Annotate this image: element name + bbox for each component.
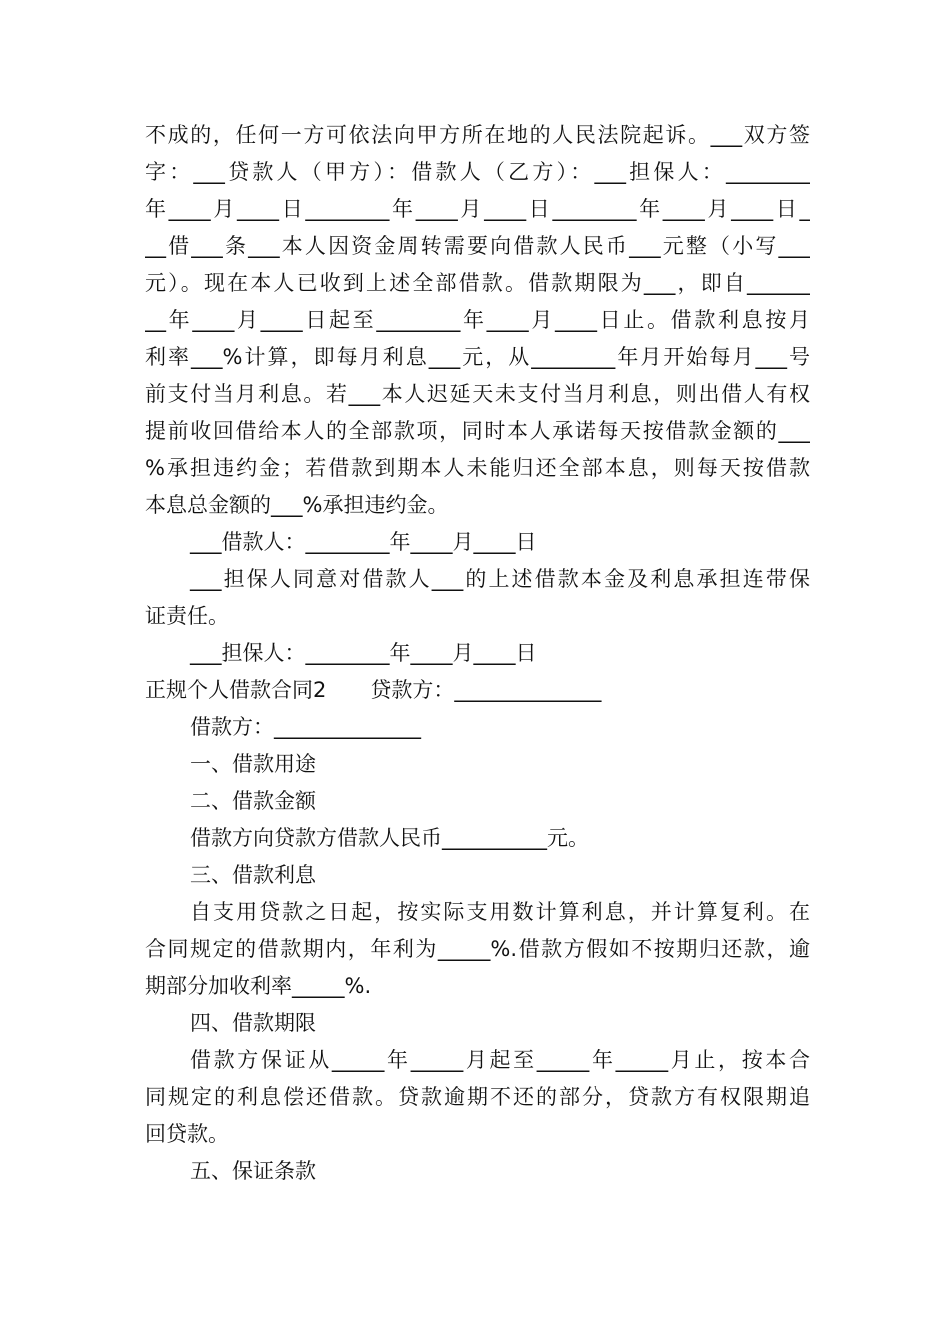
borrower-field: 借款方：______________ — [190, 715, 421, 739]
text-line: 期部分加收利率_____%. — [145, 974, 372, 998]
document-body — [145, 117, 810, 1190]
text-line: 不成的，任何一方可依法向甲方所在地的人民法院起诉。___双方签 — [145, 123, 810, 147]
text-line: 证责任。 — [145, 604, 229, 628]
text-line: 年____月____日________年____月____日________年____月____日_ — [145, 197, 810, 221]
heading-term: 四、借款期限 — [190, 1011, 316, 1035]
text-line: 本息总金额的___%承担违约金。 — [145, 493, 449, 517]
text-line: 借款方保证从_____年_____月起至_____年_____月止，按本合 — [190, 1048, 810, 1072]
text-line: __借___条___本人因资金周转需要向借款人民币___元整（小写___ — [145, 234, 810, 258]
text-line: 元）。现在本人已收到上述全部借款。借款期限为___，即自______ — [145, 271, 810, 295]
section-title-line — [145, 672, 810, 709]
heading-amount: 二、借款金额 — [190, 789, 316, 813]
text-line: 利率___%计算，即每月利息___元，从________年月开始每月___号 — [145, 345, 810, 369]
heading-purpose: 一、借款用途 — [190, 752, 316, 776]
text-line: 自支用贷款之日起，按实际支用数计算利息，并计算复利。在 — [190, 900, 810, 924]
text-line: 回贷款。 — [145, 1122, 229, 1146]
lender-field: 贷款方：______________ — [370, 678, 602, 702]
text-line: 字：___贷款人（甲方）：借款人（乙方）：___担保人：________ — [145, 160, 810, 184]
text-line: 合同规定的借款期内，年利为_____%.借款方假如不按期归还款，逾 — [145, 937, 810, 961]
text-line: 提前收回借给本人的全部款项，同时本人承诺每天按借款金额的___ — [145, 419, 810, 443]
guarantor-signature-line: ___担保人：________年____月____日 — [190, 641, 537, 665]
text-line: __年____月____日起至________年____月____日止。借款利息按月 — [145, 308, 810, 332]
text-line: 借款方向贷款方借款人民币__________元。 — [190, 826, 589, 850]
text-line: 同规定的利息偿还借款。贷款逾期不还的部分，贷款方有权限期追 — [145, 1085, 810, 1109]
text-line: 前支付当月利息。若___本人迟延天未支付当月利息，则出借人有权 — [145, 382, 810, 406]
borrower-signature-line: ___借款人：________年____月____日 — [190, 530, 537, 554]
heading-guarantee: 五、保证条款 — [190, 1159, 316, 1183]
text-line: ___担保人同意对借款人___的上述借款本金及利息承担连带保 — [190, 567, 810, 591]
text-line: %承担违约金；若借款到期本人未能归还全部本息，则每天按借款 — [145, 456, 810, 480]
heading-interest: 三、借款利息 — [190, 863, 316, 887]
document-title: 正规个人借款合同2 — [145, 678, 327, 702]
